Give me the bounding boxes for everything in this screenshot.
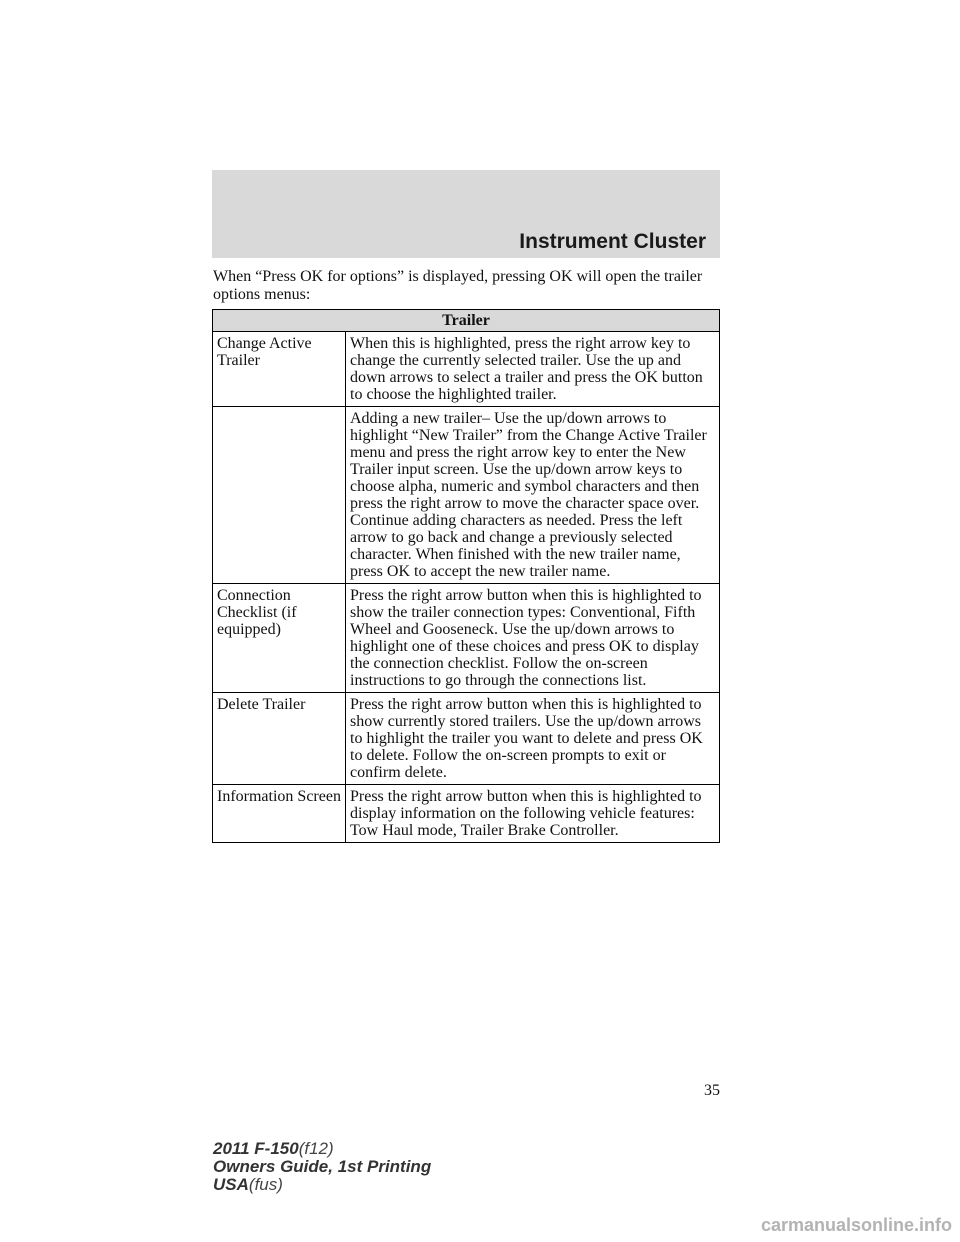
row-label	[213, 407, 346, 584]
table-row	[213, 407, 720, 584]
footer-line-3	[213, 1176, 431, 1194]
row-description: Press the right arrow button when this is highlighted to display information on the following vehicle features: Tow Haul mode, Trailer Brake Controller.	[346, 785, 720, 843]
watermark: carmanualsonline.info	[760, 1215, 952, 1235]
trailer-options-table	[212, 309, 720, 843]
table-header-row	[213, 310, 720, 332]
section-title: Instrument Cluster	[519, 230, 706, 253]
row-description: Press the right arrow button when this is highlighted to show the trailer connection types: Conventional, Fifth Wheel and Gooseneck. Use the up/down arrows to highlight one of these choices and press OK to display the connection checklist. Follow the on-screen instructions to go through the connections list.	[346, 584, 720, 693]
footer-market-code: (fus)	[248, 1175, 283, 1194]
table-row	[213, 332, 720, 407]
footer-line-2	[213, 1158, 431, 1176]
table-row	[213, 584, 720, 693]
row-label: Delete Trailer	[213, 693, 346, 785]
row-description: When this is highlighted, press the right arrow key to change the currently selected trailer. Use the up and down arrows to select a trailer and press the OK button to choose the highlighted trailer.	[346, 332, 720, 407]
table-heading: Trailer	[213, 310, 720, 332]
section-header-band	[212, 170, 720, 258]
footer-model-code: (f12)	[298, 1139, 334, 1158]
footer-market: USA	[213, 1175, 249, 1194]
footer-model: 2011 F-150	[213, 1139, 299, 1158]
page-number: 35	[704, 1082, 720, 1099]
table-row	[213, 693, 720, 785]
intro-paragraph: When “Press OK for options” is displayed, pressing OK will open the trailer options menus:	[213, 268, 703, 303]
print-footer	[213, 1140, 431, 1194]
row-description: Adding a new trailer– Use the up/down arrows to highlight “New Trailer” from the Change Active Trailer menu and press the right arrow key to enter the New Trailer input screen. Use the up/down arrow keys to choose alpha, numeric and symbol characters and then press the right arrow to move the character space over. Continue adding characters as needed. Press the left arrow to go back and change a previously selected character. When finished with the new trailer name, press OK to accept the new trailer name.	[346, 407, 720, 584]
row-label: Information Screen	[213, 785, 346, 843]
row-label: Change Active Trailer	[213, 332, 346, 407]
footer-edition: Owners Guide, 1st Printing	[213, 1157, 432, 1176]
row-label: Connection Checklist (if equipped)	[213, 584, 346, 693]
row-description: Press the right arrow button when this is highlighted to show currently stored trailers. Use the up/down arrows to highlight the trailer you want to delete and press OK to delete. Follow the on-screen prompts to exit or confirm delete.	[346, 693, 720, 785]
table-row	[213, 785, 720, 843]
footer-line-1	[213, 1140, 431, 1158]
